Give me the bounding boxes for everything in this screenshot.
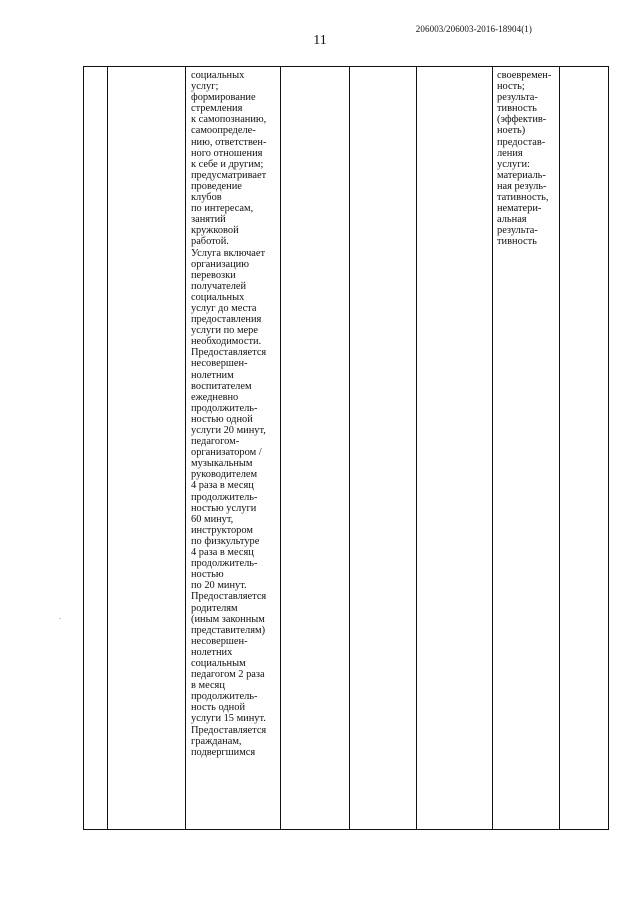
column-divider — [280, 67, 281, 829]
column-divider — [349, 67, 350, 829]
margin-mark: · — [59, 615, 62, 623]
service-description-cell: социальных услуг; формирование стремления к самопознанию, самоопределе- нию, ответствен- ного отношения к себе и другим; предусматривает проведение клубов по интересам, занятий кружковой работой. Услуга включает организацию перевозки получателей социальных услуг до места предоставления услуги по мере необходимости. Предоставляется несовершен- нолетним воспитателем ежедневно продолжитель- ностью одной услуги 20 минут, педагогом- организатором / музыкальным руководителем 4 раза в месяц продолжитель- ностью услуги 60 минут, инструктором по физкультуре 4 раза в месяц продолжитель- ностью по 20 минут. Предоставляется родителям (иным законным представителям) несовершен- нолетних социальным педагогом 2 раза в месяц продолжитель- ность одной услуги 15 минут. Предоставляется гражданам, подвергшимся — [191, 70, 267, 758]
column-divider — [559, 67, 560, 829]
column-divider — [107, 67, 108, 829]
quality-criteria-cell: своевремен- ность; результа- тивность (эффектив- ноеть) предостав- ления услуги: материаль- ная резуль- тативность, нематери- альная результа- тивность — [497, 70, 552, 248]
column-divider — [416, 67, 417, 829]
page-number: 11 — [313, 33, 327, 48]
document-id: 206003/206003-2016-18904(1) — [415, 24, 532, 34]
services-table — [83, 66, 609, 830]
column-divider — [185, 67, 186, 829]
column-divider — [492, 67, 493, 829]
